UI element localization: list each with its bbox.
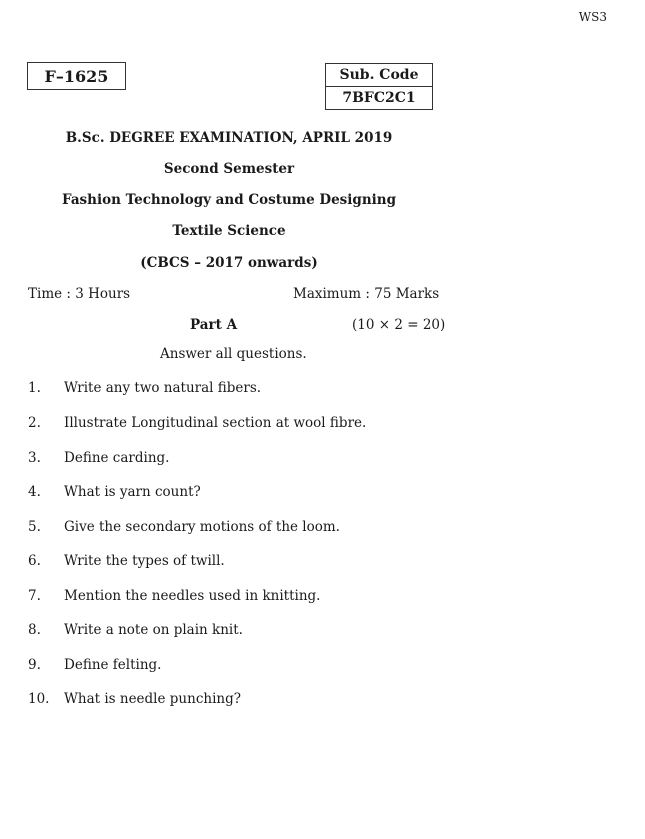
paper-code-box	[27, 62, 126, 90]
question-number: 1.	[28, 380, 41, 396]
question-number: 4.	[28, 484, 41, 500]
question-number: 7.	[28, 588, 41, 604]
subject-heading: Textile Science	[172, 223, 286, 239]
question-number: 2.	[28, 415, 41, 431]
question-text: Define carding.	[64, 450, 170, 466]
subject-code-box	[325, 63, 433, 110]
question-number: 3.	[28, 450, 41, 466]
question-text: Give the secondary motions of the loom.	[64, 519, 340, 535]
paper-code: F–1625	[44, 66, 109, 86]
question-text: Write the types of twill.	[64, 553, 225, 569]
question-number: 9.	[28, 657, 41, 673]
question-text: Write a note on plain knit.	[64, 622, 243, 638]
part-marks: (10 × 2 = 20)	[352, 317, 446, 333]
time-duration: Time : 3 Hours	[28, 286, 131, 302]
question-text: What is needle punching?	[64, 691, 241, 707]
part-instruction: Answer all questions.	[160, 346, 307, 362]
subject-code-label: Sub. Code	[339, 67, 419, 83]
question-text: Write any two natural fibers.	[64, 380, 262, 396]
subject-code-value: 7BFC2C1	[326, 86, 432, 109]
programme-heading: Fashion Technology and Costume Designing	[61, 192, 397, 208]
exam-title: B.Sc. DEGREE EXAMINATION, APRIL 2019	[65, 130, 393, 146]
question-number: 5.	[28, 519, 41, 535]
question-text: Mention the needles used in knitting.	[64, 588, 321, 604]
question-number: 6.	[28, 553, 41, 569]
scheme-heading: (CBCS – 2017 onwards)	[140, 255, 318, 271]
question-number: 10.	[28, 691, 50, 707]
question-text: What is yarn count?	[64, 484, 201, 500]
question-text: Illustrate Longitudinal section at wool fibre.	[64, 415, 367, 431]
semester-heading: Second Semester	[163, 161, 295, 177]
part-title: Part A	[190, 317, 238, 333]
question-number: 8.	[28, 622, 41, 638]
maximum-marks: Maximum : 75 Marks	[293, 286, 440, 302]
question-text: Define felting.	[64, 657, 162, 673]
page-tag: WS3	[578, 10, 607, 24]
